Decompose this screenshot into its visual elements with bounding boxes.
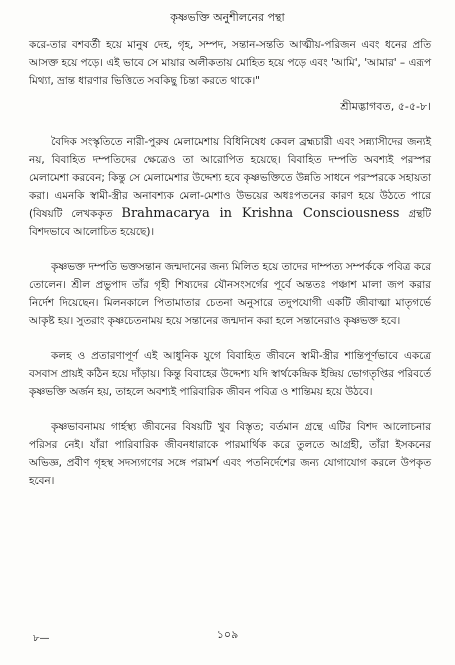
running-header: কৃষ্ণভক্তি অনুশীলনের পন্থা: [170, 11, 285, 24]
paragraph-modern-age: কলহ ও প্রতারণাপূর্ণ এই আধুনিক যুগে বিবাহিত জীবনে স্বামী-স্ত্রীর শান্তিপূর্ণভাবে একত্রে বসবাস প্রায়ই কঠিন হয়ে দাঁড়ায়। কিন্তু বিবাহের উদ্দেশ্য যদি স্বার্থকেন্দ্রিক ইন্দ্রিয় ভোগতৃপ্তির পরিবর্তে কৃষ্ণভক্তি অর্জন হয়, তাহলে অবশ্যই পারিবারিক জীবন পবিত্র ও শান্তিময় হয়ে উঠবে।: [29, 350, 431, 398]
paragraph-devotee-couple: কৃষ্ণভক্ত দম্পতি ভক্তসন্তান জন্মদানের জন্য মিলিত হয়ে তাদের দাম্পত্য সম্পর্ককে পবিত্র করে তোলেন। শ্রীল প্রভুপাদ তাঁর গৃহী শিষ্যদের যৌনসংসর্গের পূর্বে অন্ততঃ পঞ্চাশ মালা জপ করার নির্দেশ দিয়েছেন। মিলনকালে পিতামাতার চেতনা অনুসারে তদুপযোগী একটি জীবাত্মা মাতৃগর্ভে আকৃষ্ট হয়। সুতরাং কৃষ্ণচেতনাময় হয়ে সন্তানের জন্মদান করা হলে সন্তানেরাও কৃষ্ণভক্ত হবে।: [29, 261, 431, 327]
quote-citation: শ্রীমদ্ভাগবত, ৫-৫-৮।: [340, 100, 431, 113]
paragraph-text: বৈদিক সংস্কৃতিতে নারী-পুরুষ মেলামেশায় বিধিনিষেধ কেবল ব্রহ্মচারী এবং সন্ন্যাসীদের জন্যই নয়, বিবাহিত দম্পতিদের ক্ষেত্রেও তা আরোপিত হয়েছে। বিবাহিত দম্পতি অবশ্যই পরস্পর মেলামেশা করবেন; কিন্তু সে মেলামেশার উদ্দেশ্য হবে কৃষ্ণভক্তিতে উন্নতি সাধনে পরস্পরকে সহায়তা করা। এমনকি স্বামী-স্ত্রীর অনাবশ্যক মেলা-মেশাও উভয়ের অধঃপতনের কারণ হয়ে উঠতে পারে (বিষয়টি লেখককৃত: [29, 136, 431, 220]
signature-mark: ৮—: [33, 633, 50, 644]
paragraph-vedic-culture: [29, 133, 431, 241]
page-number: ১০৯: [216, 628, 239, 641]
quote-paragraph: করে-তার বশবর্তী হয়ে মানুষ দেহ, গৃহ, সম্পদ, সন্তান-সন্ততি আত্মীয়-পরিজন এবং ধনের প্রতি আসক্ত হয়ে পড়ে। এই ভাবে সে মায়ার অলীকতায় মোহিত হয়ে পড়ে এবং 'আমি', 'আমার' – এরূপ মিথ্যা, ভ্রান্ত ধারণার ভিত্তিতে সবকিছু চিন্তা করতে থাকে।": [29, 39, 431, 87]
book-title: Brahmacarya in Krishna Consciousness: [121, 206, 400, 221]
paragraph-household-life: কৃষ্ণভাবনাময় গার্হস্থ্য জীবনের বিষয়টি খুব বিস্তৃত; বর্তমান গ্রন্থে এটির বিশদ আলোচনার পরিসর নেই। যাঁরা পারিবারিক জীবনধারাকে পারমার্থিক করে তুলতে আগ্রহী, তাঁরা ইসকনের অভিজ্ঞ, প্রবীণ গৃহস্থ সদস্যগণের সঙ্গে পরামর্শ এবং পতনির্দেশের জন্য যোগাযোগ করলে উপকৃত হবেন।: [29, 421, 431, 487]
paragraph-text: গ্রন্থটি বিশদভাবে আলোচিত হয়েছে)।: [29, 208, 431, 238]
page-body: [29, 36, 431, 490]
